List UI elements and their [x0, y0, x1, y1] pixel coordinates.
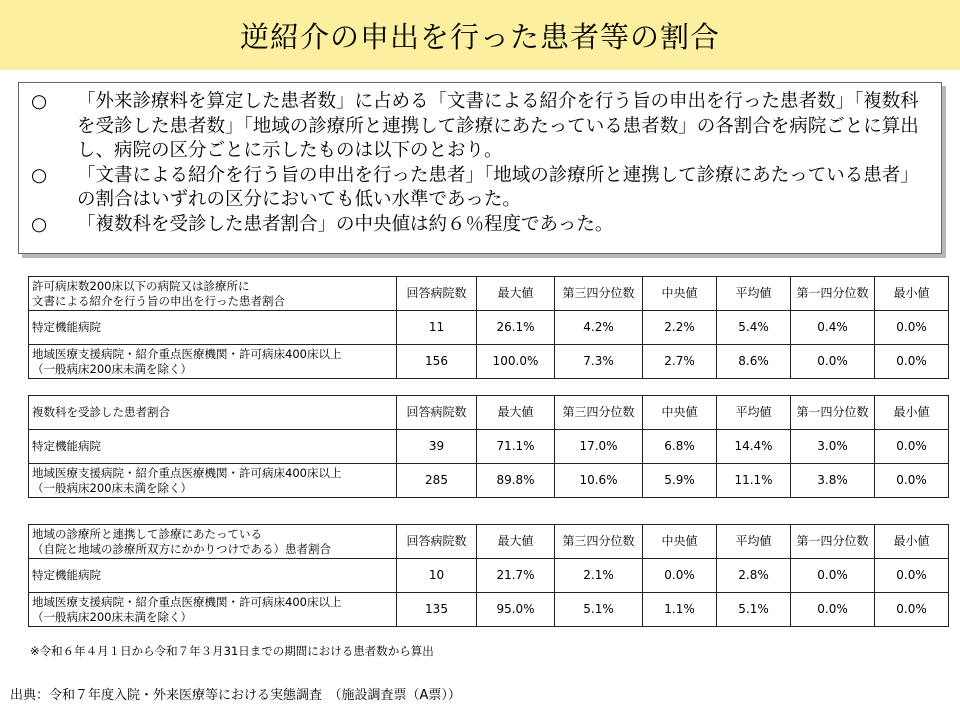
- page-title: 逆紹介の申出を行った患者等の割合: [239, 19, 720, 54]
- table-cell: 135: [397, 593, 477, 627]
- table-row: [29, 593, 949, 627]
- table-cell: 285: [397, 464, 477, 498]
- column-header: 第一四分位数: [791, 525, 875, 559]
- column-header: 最大値: [477, 277, 555, 311]
- column-header: 第一四分位数: [791, 396, 875, 430]
- table-cell: 26.1%: [477, 311, 555, 345]
- summary-box: [18, 82, 942, 254]
- summary-item: [31, 90, 929, 164]
- column-header: 中央値: [643, 396, 717, 430]
- table-cell: 5.9%: [643, 464, 717, 498]
- table-row: [29, 311, 949, 345]
- column-header: 第一四分位数: [791, 277, 875, 311]
- row-label: 特定機能病院: [29, 311, 397, 345]
- table-cell: 7.3%: [555, 345, 643, 379]
- column-header: 回答病院数: [397, 396, 477, 430]
- table-cell: 0.0%: [875, 464, 949, 498]
- table-cell: 71.1%: [477, 430, 555, 464]
- column-header: 平均値: [717, 396, 791, 430]
- table-cell: 0.0%: [875, 593, 949, 627]
- bullet-mark: ○: [31, 164, 48, 186]
- table-row: [29, 345, 949, 379]
- column-header: 中央値: [643, 277, 717, 311]
- table-cell: 14.4%: [717, 430, 791, 464]
- column-header: 最大値: [477, 525, 555, 559]
- table-cell: 3.8%: [791, 464, 875, 498]
- column-header: 第三四分位数: [555, 277, 643, 311]
- row-label: 特定機能病院: [29, 559, 397, 593]
- table-cell: 0.0%: [875, 430, 949, 464]
- table-cell: 5.4%: [717, 311, 791, 345]
- footnote: ※令和６年４月１日から令和７年３月31日までの期間における患者数から算出: [30, 644, 434, 658]
- bullet-mark: ○: [31, 213, 48, 235]
- table-cell: 0.0%: [791, 345, 875, 379]
- stats-table-clinic-collaboration: [28, 524, 949, 627]
- bullet-mark: ○: [31, 91, 48, 112]
- table-cell: 21.7%: [477, 559, 555, 593]
- table-header-row: [29, 277, 949, 311]
- stats-table-multiple-departments: [28, 395, 949, 498]
- summary-item: [31, 164, 929, 213]
- table-cell: 17.0%: [555, 430, 643, 464]
- table-cell: 156: [397, 345, 477, 379]
- column-header: 平均値: [717, 525, 791, 559]
- table-cell: 6.8%: [643, 430, 717, 464]
- table-heading: 許可病床数200床以下の病院又は診療所に 文書による紹介を行う旨の申出を行った患者割合: [29, 277, 397, 311]
- column-header: 最小値: [875, 525, 949, 559]
- summary-text: 「文書による紹介を行う旨の申出を行った患者」「地域の診療所と連携して診療にあたっている患者」の割合はいずれの区分においても低い水準であった。: [77, 164, 919, 210]
- table-cell: 0.0%: [791, 559, 875, 593]
- table-cell: 2.7%: [643, 345, 717, 379]
- table-cell: 10.6%: [555, 464, 643, 498]
- table-cell: 0.0%: [875, 559, 949, 593]
- column-header: 第三四分位数: [555, 525, 643, 559]
- table-cell: 89.8%: [477, 464, 555, 498]
- table-cell: 3.0%: [791, 430, 875, 464]
- column-header: 回答病院数: [397, 277, 477, 311]
- row-label: 地域医療支援病院・紹介重点医療機関・許可病床400床以上 （一般病床200床未満を除く）: [29, 593, 397, 627]
- column-header: 平均値: [717, 277, 791, 311]
- source-citation: 出典：令和７年度入院・外来医療等における実態調査 （施設調査票（A票））: [10, 688, 461, 703]
- column-header: 中央値: [643, 525, 717, 559]
- table-cell: 1.1%: [643, 593, 717, 627]
- table-cell: 2.2%: [643, 311, 717, 345]
- table-cell: 4.2%: [555, 311, 643, 345]
- summary-text: 「複数科を受診した患者割合」の中央値は約６％程度であった。: [77, 213, 614, 235]
- table-cell: 5.1%: [555, 593, 643, 627]
- table-cell: 0.0%: [875, 345, 949, 379]
- column-header: 最小値: [875, 277, 949, 311]
- table-cell: 10: [397, 559, 477, 593]
- title-bar: [0, 0, 960, 70]
- table-cell: 11.1%: [717, 464, 791, 498]
- row-label: 地域医療支援病院・紹介重点医療機関・許可病床400床以上 （一般病床200床未満を除く）: [29, 345, 397, 379]
- table-header-row: [29, 396, 949, 430]
- table-cell: 100.0%: [477, 345, 555, 379]
- table-cell: 2.8%: [717, 559, 791, 593]
- table-cell: 95.0%: [477, 593, 555, 627]
- column-header: 第三四分位数: [555, 396, 643, 430]
- column-header: 最大値: [477, 396, 555, 430]
- row-label: 地域医療支援病院・紹介重点医療機関・許可病床400床以上 （一般病床200床未満を除く）: [29, 464, 397, 498]
- table-row: [29, 430, 949, 464]
- table-cell: 5.1%: [717, 593, 791, 627]
- table-cell: 0.0%: [875, 311, 949, 345]
- table-cell: 0.0%: [643, 559, 717, 593]
- stats-table-referral-request: [28, 276, 949, 379]
- table-row: [29, 464, 949, 498]
- table-heading: 地域の診療所と連携して診療にあたっている （自院と地域の診療所双方にかかりつけである）患者割合: [29, 525, 397, 559]
- column-header: 回答病院数: [397, 525, 477, 559]
- table-cell: 2.1%: [555, 559, 643, 593]
- table-row: [29, 559, 949, 593]
- table-cell: 0.4%: [791, 311, 875, 345]
- table-cell: 8.6%: [717, 345, 791, 379]
- table-cell: 39: [397, 430, 477, 464]
- summary-item: [31, 213, 929, 238]
- column-header: 最小値: [875, 396, 949, 430]
- summary-text: 「外来診療料を算定した患者数」に占める「文書による紹介を行う旨の申出を行った患者数」「複数科を受診した患者数」「地域の診療所と連携して診療にあたっている患者数」の各割合を病院ごとに算出し、病院の区分ごとに示したものは以下のとおり。: [77, 91, 919, 161]
- table-cell: 0.0%: [791, 593, 875, 627]
- table-heading: 複数科を受診した患者割合: [29, 396, 397, 430]
- table-cell: 11: [397, 311, 477, 345]
- row-label: 特定機能病院: [29, 430, 397, 464]
- table-header-row: [29, 525, 949, 559]
